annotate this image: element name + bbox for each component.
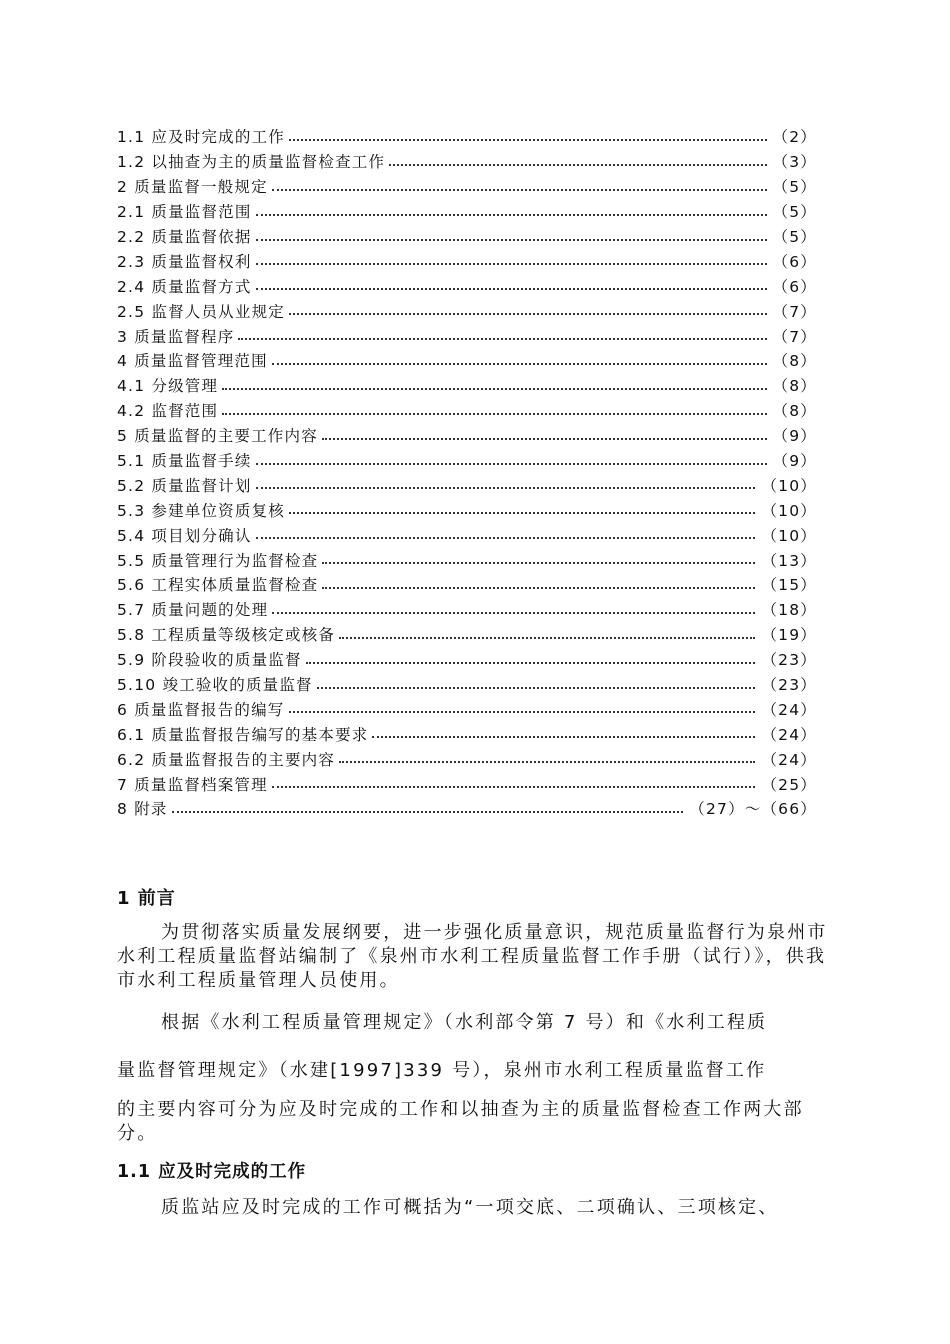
toc-entry: [117, 547, 817, 572]
toc-dot-leader: [222, 387, 766, 390]
toc-entry-page: （8）: [772, 377, 817, 396]
toc-entry: [117, 323, 817, 348]
toc-entry-title: 5 质量监督的主要工作内容: [117, 427, 318, 446]
toc-dot-leader: [289, 312, 767, 315]
toc-entry-page: （5）: [772, 178, 817, 197]
toc-entry: [117, 448, 817, 473]
toc-dot-leader: [238, 337, 766, 340]
toc-entry: [117, 796, 817, 821]
toc-entry-title: 5.8 工程质量等级核定或核备: [117, 626, 336, 645]
toc-entry-title: 5.4 项目划分确认: [117, 526, 252, 545]
section-heading-1-1: 1.1 应及时完成的工作: [117, 1162, 307, 1182]
toc-entry-page: （8）: [772, 402, 817, 421]
toc-entry-title: 2.5 监督人员从业规定: [117, 302, 285, 321]
toc-entry: [117, 298, 817, 323]
toc-entry-page: （25）: [761, 775, 817, 794]
toc-entry: [117, 273, 817, 298]
toc-entry: [117, 224, 817, 249]
toc-entry-title: 2.1 质量监督范围: [117, 203, 252, 222]
preface-paragraph-2-line-2: 量监督管理规定》（水建[1997]339 号），泉州市水利工程质量监督工作: [117, 1060, 767, 1081]
toc-entry-page: （10）: [761, 501, 817, 520]
toc-dot-leader: [289, 710, 756, 713]
toc-entry: [117, 124, 817, 149]
toc-entry: [117, 696, 817, 721]
toc-entry-title: 4 质量监督管理范围: [117, 352, 268, 371]
toc-entry-page: （2）: [772, 128, 817, 147]
toc-entry: [117, 472, 817, 497]
toc-dot-leader: [172, 810, 684, 813]
toc-entry-title: 1.2 以抽查为主的质量监督检查工作: [117, 153, 386, 172]
toc-entry: [117, 622, 817, 647]
toc-entry-title: 1.1 应及时完成的工作: [117, 128, 285, 147]
section-1-1-paragraph: 质监站应及时完成的工作可概括为“一项交底、二项确认、三项核定、: [161, 1197, 779, 1218]
toc-entry-page: （13）: [761, 551, 817, 570]
toc-dot-leader: [256, 462, 767, 465]
toc-dot-leader: [317, 686, 756, 689]
toc-entry-title: 7 质量监督档案管理: [117, 775, 268, 794]
toc-dot-leader: [322, 586, 755, 589]
preface-paragraph-2-line-3: 的主要内容可分为应及时完成的工作和以抽查为主的质量监督检查工作两大部分。: [117, 1099, 804, 1144]
toc-entry-page: （5）: [772, 203, 817, 222]
toc-entry-title: 3 质量监督程序: [117, 327, 235, 346]
section-heading-preface: 1 前言: [117, 888, 176, 909]
toc-dot-leader: [222, 412, 766, 415]
toc-entry-page: （8）: [772, 352, 817, 371]
toc-entry-page: （9）: [772, 427, 817, 446]
toc-dot-leader: [339, 760, 755, 763]
toc-entry-title: 6 质量监督报告的编写: [117, 700, 285, 719]
toc-entry: [117, 597, 817, 622]
toc-entry: [117, 522, 817, 547]
toc-dot-leader: [322, 437, 767, 440]
toc-entry-title: 2.3 质量监督权利: [117, 252, 252, 271]
toc-entry: [117, 149, 817, 174]
toc-entry-page: （3）: [772, 153, 817, 172]
toc-entry-title: 5.5 质量管理行为监督检查: [117, 551, 319, 570]
toc-entry: [117, 423, 817, 448]
toc-entry-title: 5.7 质量问题的处理: [117, 601, 269, 620]
toc-entry-title: 2.4 质量监督方式: [117, 277, 252, 296]
toc-entry: [117, 373, 817, 398]
toc-dot-leader: [256, 238, 767, 241]
toc-dot-leader: [272, 362, 767, 365]
toc-entry: [117, 348, 817, 373]
toc-entry-title: 6.1 质量监督报告编写的基本要求: [117, 725, 369, 744]
toc-entry-title: 5.3 参建单位资质复核: [117, 501, 285, 520]
toc-dot-leader: [289, 138, 767, 141]
toc-dot-leader: [272, 785, 756, 788]
preface-paragraph-2-line-1: 根据《水利工程质量管理规定》（水利部令第 7 号）和《水利工程质: [161, 1012, 768, 1033]
toc-entry-page: （10）: [761, 476, 817, 495]
toc-dot-leader: [289, 511, 755, 514]
toc-entry-title: 2 质量监督一般规定: [117, 178, 268, 197]
toc-entry-page: （27）～（66）: [689, 800, 817, 819]
toc-entry: [117, 672, 817, 697]
preface-paragraph-1: 为贯彻落实质量发展纲要，进一步强化质量意识，规范质量监督行为泉州市水利工程质量监督站编制了《泉州市水利工程质量监督工作手册（试行）》，供我市水利工程质量管理人员使用。: [117, 922, 828, 991]
toc-entry-title: 5.6 工程实体质量监督检查: [117, 576, 319, 595]
toc-entry-page: （7）: [772, 327, 817, 346]
toc-entry: [117, 248, 817, 273]
toc-dot-leader: [256, 536, 756, 539]
toc-dot-leader: [306, 661, 756, 664]
toc-entry-page: （18）: [761, 601, 817, 620]
toc-entry-title: 4.2 监督范围: [117, 402, 219, 421]
toc-entry-title: 4.1 分级管理: [117, 377, 219, 396]
toc-dot-leader: [272, 188, 767, 191]
toc-entry: [117, 199, 817, 224]
toc-dot-leader: [372, 735, 755, 738]
toc-entry: [117, 572, 817, 597]
toc-dot-leader: [339, 636, 755, 639]
toc-dot-leader: [256, 262, 767, 265]
toc-entry-page: （7）: [772, 302, 817, 321]
toc-entry-page: （19）: [761, 626, 817, 645]
toc-entry-title: 6.2 质量监督报告的主要内容: [117, 750, 336, 769]
toc-entry: [117, 771, 817, 796]
toc-entry-title: 5.1 质量监督手续: [117, 452, 252, 471]
table-of-contents: [117, 124, 817, 821]
toc-entry: [117, 647, 817, 672]
toc-entry-title: 2.2 质量监督依据: [117, 228, 252, 246]
toc-dot-leader: [256, 213, 767, 216]
toc-dot-leader: [322, 561, 755, 564]
toc-entry-page: （23）: [761, 676, 817, 695]
toc-entry-title: 5.10 竣工验收的质量监督: [117, 676, 313, 695]
toc-entry: [117, 398, 817, 423]
toc-entry: [117, 721, 817, 746]
toc-entry-page: （15）: [761, 576, 817, 595]
toc-entry-page: （10）: [761, 526, 817, 545]
toc-entry-page: （24）: [761, 725, 817, 744]
toc-dot-leader: [272, 611, 755, 614]
toc-entry-title: 5.2 质量监督计划: [117, 476, 252, 495]
toc-entry-page: （5）: [772, 228, 817, 246]
toc-entry-page: （23）: [761, 651, 817, 670]
toc-entry-title: 5.9 阶段验收的质量监督: [117, 651, 302, 670]
toc-dot-leader: [389, 163, 766, 166]
toc-entry: [117, 746, 817, 771]
toc-entry-page: （24）: [761, 700, 817, 719]
toc-entry: [117, 174, 817, 199]
toc-entry-title: 8 附录: [117, 800, 168, 819]
toc-entry-page: （6）: [772, 252, 817, 271]
toc-dot-leader: [256, 486, 756, 489]
toc-dot-leader: [256, 287, 767, 290]
toc-entry: [117, 497, 817, 522]
toc-entry-page: （6）: [772, 277, 817, 296]
toc-entry-page: （9）: [772, 452, 817, 471]
toc-entry-page: （24）: [761, 750, 817, 769]
